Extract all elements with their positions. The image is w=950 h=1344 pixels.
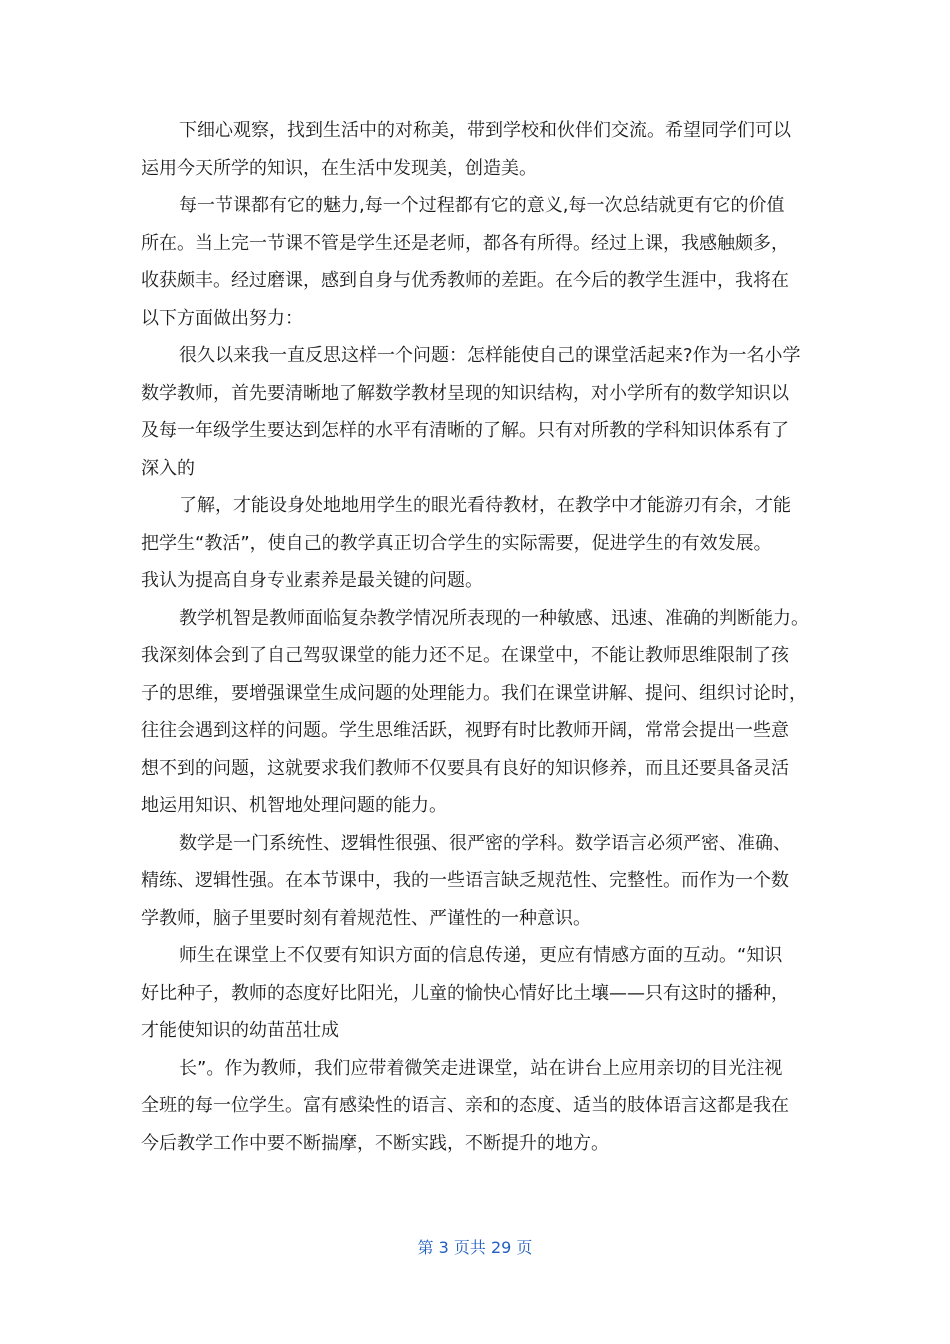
text-line: 我认为提高自身专业素养是最关键的问题。 [141, 570, 483, 591]
text-line: 好比种子，教师的态度好比阳光，儿童的愉快心情好比土壤——只有这时的播种， [141, 982, 789, 1004]
paragraph-2 [141, 187, 809, 337]
text-line: 了解，才能设身处地地用学生的眼光看待教材，在教学中才能游刃有余，才能 [179, 495, 791, 516]
text-line: 把学生“教活”，使自己的教学真正切合学生的实际需要，促进学生的有效发展。 [141, 532, 772, 554]
paragraph-3 [141, 337, 809, 487]
text-line: 我深刻体会到了自己驾驭课堂的能力还不足。在课堂中，不能让教师思维限制了孩 [141, 645, 789, 666]
page-number-footer: 第 3 页共 29 页 [417, 1238, 533, 1257]
paragraph-7 [141, 937, 809, 1050]
text-line: 今后教学工作中要不断揣摩，不断实践，不断提升的地方。 [141, 1132, 609, 1154]
text-line: 运用今天所学的知识，在生活中发现美，创造美。 [141, 157, 537, 179]
text-line: 收获颇丰。经过磨课，感到自身与优秀教师的差距。在今后的教学生涯中，我将在 [141, 270, 789, 291]
text-line: 深入的 [141, 457, 195, 479]
text-line: 数学教师，首先要清晰地了解数学教材呈现的知识结构，对小学所有的数学知识以 [141, 382, 789, 404]
text-line: 想不到的问题，这就要求我们教师不仅要具有良好的知识修养，而且还要具备灵活 [141, 757, 789, 779]
paragraph-6 [141, 825, 809, 938]
text-line: 长”。作为教师，我们应带着微笑走进课堂，站在讲台上应用亲切的目光注视 [179, 1057, 783, 1079]
text-line: 子的思维，要增强课堂生成问题的处理能力。我们在课堂讲解、提问、组织讨论时， [141, 682, 807, 704]
paragraph-4 [141, 487, 809, 600]
text-line: 数学是一门系统性、逻辑性很强、很严密的学科。数学语言必须严密、准确、 [179, 832, 791, 854]
text-line: 精练、逻辑性强。在本节课中，我的一些语言缺乏规范性、完整性。而作为一个数 [141, 870, 789, 891]
paragraph-8 [141, 1050, 809, 1163]
text-line: 以下方面做出努力： [141, 307, 303, 329]
text-line: 每一节课都有它的魅力,每一个过程都有它的意义,每一次总结就更有它的价值 [179, 195, 785, 216]
text-line: 很久以来我一直反思这样一个问题：怎样能使自己的课堂活起来?作为一名小学 [179, 345, 801, 366]
text-line: 全班的每一位学生。富有感染性的语言、亲和的态度、适当的肢体语言这都是我在 [141, 1095, 789, 1116]
text-line: 及每一年级学生要达到怎样的水平有清晰的了解。只有对所教的学科知识体系有了 [141, 420, 789, 441]
text-line: 师生在课堂上不仅要有知识方面的信息传递，更应有情感方面的互动。“知识 [179, 945, 783, 966]
text-line: 才能使知识的幼苗茁壮成 [141, 1020, 339, 1041]
paragraph-5 [141, 600, 809, 825]
paragraph-1 [141, 112, 809, 187]
text-line: 下细心观察，找到生活中的对称美，带到学校和伙伴们交流。希望同学们可以 [179, 120, 791, 141]
document-body [141, 112, 809, 1162]
text-line: 教学机智是教师面临复杂教学情况所表现的一种敏感、迅速、准确的判断能力。 [179, 607, 809, 629]
text-line: 所在。当上完一节课不管是学生还是老师，都各有所得。经过上课，我感触颇多， [141, 232, 789, 254]
text-line: 往往会遇到这样的问题。学生思维活跃，视野有时比教师开阔，常常会提出一些意 [141, 720, 789, 741]
text-line: 地运用知识、机智地处理问题的能力。 [141, 795, 447, 816]
text-line: 学教师，脑子里要时刻有着规范性、严谨性的一种意识。 [141, 907, 591, 929]
